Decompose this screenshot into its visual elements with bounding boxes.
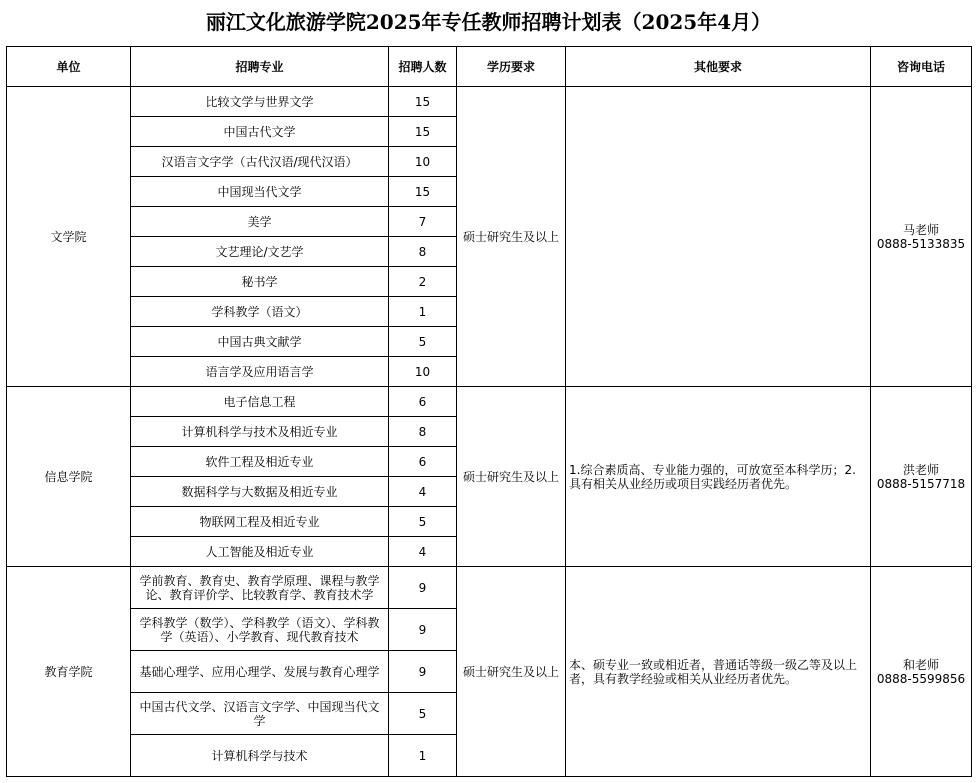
major-cell: 学科教学（数学）、学科教学（语文）、学科教学（英语）、小学教育、现代教育技术	[131, 609, 389, 651]
contact-cell	[871, 87, 972, 387]
count-cell: 1	[389, 735, 457, 777]
unit-cell: 教育学院	[7, 567, 131, 777]
major-cell: 中国古代文学、汉语言文字学、中国现当代文学	[131, 693, 389, 735]
education-cell: 硕士研究生及以上	[457, 87, 566, 387]
count-cell: 10	[389, 357, 457, 387]
table-row	[7, 567, 972, 609]
count-cell: 7	[389, 207, 457, 237]
major-cell: 学前教育、教育史、教育学原理、课程与教学论、教育评价学、比较教育学、教育技术学	[131, 567, 389, 609]
page-title: 丽江文化旅游学院2025年专任教师招聘计划表（2025年4月）	[205, 10, 772, 34]
count-cell: 15	[389, 117, 457, 147]
header-other: 其他要求	[566, 47, 871, 87]
unit-cell: 文学院	[7, 87, 131, 387]
count-cell: 4	[389, 477, 457, 507]
other-requirements-cell: 1.综合素质高、专业能力强的，可放宽至本科学历；2.具有相关从业经历或项目实践经历者优先。	[566, 387, 871, 567]
major-cell: 计算机科学与技术及相近专业	[131, 417, 389, 447]
contact-name: 和老师	[902, 657, 939, 672]
count-cell: 8	[389, 417, 457, 447]
count-cell: 9	[389, 567, 457, 609]
contact-cell	[871, 567, 972, 777]
major-cell: 基础心理学、应用心理学、发展与教育心理学	[131, 651, 389, 693]
other-requirements-cell	[566, 87, 871, 387]
header-education: 学历要求	[457, 47, 566, 87]
contact-phone: 0888-5599856	[876, 671, 966, 686]
count-cell: 2	[389, 267, 457, 297]
count-cell: 8	[389, 237, 457, 267]
contact-cell	[871, 387, 972, 567]
count-cell: 5	[389, 693, 457, 735]
major-cell: 文艺理论/文艺学	[131, 237, 389, 267]
major-cell: 物联网工程及相近专业	[131, 507, 389, 537]
table-row	[7, 87, 972, 117]
header-unit: 单位	[7, 47, 131, 87]
education-cell: 硕士研究生及以上	[457, 387, 566, 567]
count-cell: 5	[389, 507, 457, 537]
major-cell: 电子信息工程	[131, 387, 389, 417]
count-cell: 6	[389, 387, 457, 417]
major-cell: 人工智能及相近专业	[131, 537, 389, 567]
major-cell: 软件工程及相近专业	[131, 447, 389, 477]
major-cell: 数据科学与大数据及相近专业	[131, 477, 389, 507]
table-row	[7, 387, 972, 417]
count-cell: 9	[389, 651, 457, 693]
count-cell: 9	[389, 609, 457, 651]
contact-phone: 0888-5133835	[876, 236, 966, 251]
unit-cell: 信息学院	[7, 387, 131, 567]
major-cell: 汉语言文字学（古代汉语/现代汉语）	[131, 147, 389, 177]
header-row	[7, 47, 972, 87]
major-cell: 中国现当代文学	[131, 177, 389, 207]
major-cell: 美学	[131, 207, 389, 237]
header-major: 招聘专业	[131, 47, 389, 87]
education-cell: 硕士研究生及以上	[457, 567, 566, 777]
count-cell: 15	[389, 87, 457, 117]
major-cell: 中国古代文学	[131, 117, 389, 147]
count-cell: 5	[389, 327, 457, 357]
recruitment-plan-table	[6, 46, 972, 777]
contact-name: 洪老师	[902, 462, 939, 477]
count-cell: 15	[389, 177, 457, 207]
major-cell: 秘书学	[131, 267, 389, 297]
major-cell: 语言学及应用语言学	[131, 357, 389, 387]
header-phone: 咨询电话	[871, 47, 972, 87]
count-cell: 10	[389, 147, 457, 177]
header-count: 招聘人数	[389, 47, 457, 87]
major-cell: 计算机科学与技术	[131, 735, 389, 777]
major-cell: 中国古典文献学	[131, 327, 389, 357]
other-requirements-cell: 本、硕专业一致或相近者，普通话等级一级乙等及以上者，具有教学经验或相关从业经历者优先。	[566, 567, 871, 777]
contact-name: 马老师	[902, 222, 939, 237]
major-cell: 学科教学（语文）	[131, 297, 389, 327]
count-cell: 1	[389, 297, 457, 327]
major-cell: 比较文学与世界文学	[131, 87, 389, 117]
count-cell: 6	[389, 447, 457, 477]
contact-phone: 0888-5157718	[876, 476, 966, 491]
count-cell: 4	[389, 537, 457, 567]
